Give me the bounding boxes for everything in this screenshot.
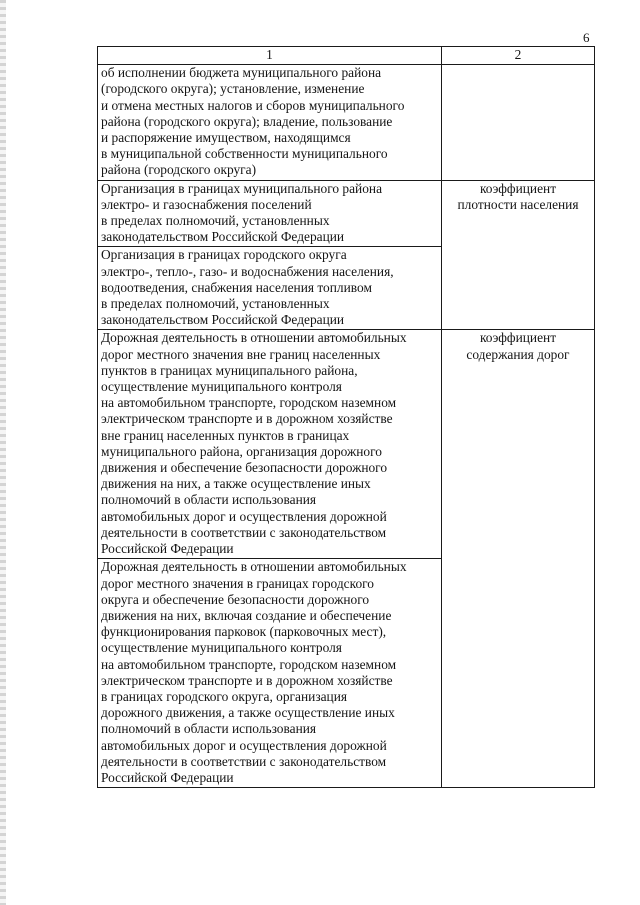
text-line: законодательством Российской Федерации xyxy=(101,229,345,245)
text-line: электро- и газоснабжения поселений xyxy=(101,196,312,212)
text-line: Российской Федерации xyxy=(101,541,234,557)
text-line: об исполнении бюджета муниципального района xyxy=(101,65,382,81)
table-row xyxy=(98,65,595,180)
coefficient-label: плотности населения xyxy=(457,196,579,212)
text-line: в пределах полномочий, установленных xyxy=(101,213,330,229)
text-line: деятельности в соответствии с законодательством xyxy=(101,753,387,769)
text-line: на автомобильном транспорте, городском наземном xyxy=(101,656,397,672)
table-row xyxy=(98,180,595,247)
text-line: водоотведения, снабжения населения топливом xyxy=(101,279,372,295)
text-line: полномочий в области использования xyxy=(101,721,317,737)
text-line: округа и обеспечение безопасности дорожного xyxy=(101,591,370,607)
allocation-table xyxy=(97,46,595,788)
table-header-row xyxy=(98,47,595,65)
coefficient-label: содержания дорог xyxy=(466,346,570,362)
text-line: электро-, тепло-, газо- и водоснабжения населения, xyxy=(101,263,394,279)
text-line: на автомобильном транспорте, городском наземном xyxy=(101,395,397,411)
text-line: и отмена местных налогов и сборов муниципального xyxy=(101,97,405,113)
text-line: и распоряжение имуществом, находящимся xyxy=(101,130,351,146)
table-cell-col1 xyxy=(98,65,442,180)
table-row xyxy=(98,559,595,788)
text-line: осуществление муниципального контроля xyxy=(101,379,342,395)
text-line: автомобильных дорог и осуществления дорожной xyxy=(101,737,387,753)
table-cell-col2 xyxy=(442,330,595,559)
text-line: Российской Федерации xyxy=(101,769,234,785)
text-line: дорог местного значения вне границ населенных xyxy=(101,346,381,362)
text-line: функционирования парковок (парковочных мест), xyxy=(101,624,387,640)
text-line: дорожного движения, а также осуществление иных xyxy=(101,705,395,721)
table-cell-col2 xyxy=(442,180,595,247)
table-cell-col2 xyxy=(442,65,595,180)
text-line: Дорожная деятельность в отношении автомобильных xyxy=(101,330,407,346)
text-line: пунктов в границах муниципального района, xyxy=(101,362,358,378)
text-line: движения на них, включая создание и обеспечение xyxy=(101,607,392,623)
text-line: полномочий в области использования xyxy=(101,492,317,508)
text-line: электрическом транспорте и в дорожном хозяйстве xyxy=(101,411,393,427)
text-line: муниципального района, организация дорожного xyxy=(101,443,382,459)
table-row xyxy=(98,247,595,330)
text-line: вне границ населенных пунктов в границах xyxy=(101,427,350,443)
text-line: деятельности в соответствии с законодательством xyxy=(101,524,387,540)
text-line: района (городского округа); владение, пользование xyxy=(101,113,393,129)
table-cell-col1 xyxy=(98,247,442,330)
coefficient-label: коэффициент xyxy=(479,330,557,346)
table-cell-col2 xyxy=(442,559,595,788)
coefficient-label: коэффициент xyxy=(479,180,557,196)
text-line: в пределах полномочий, установленных xyxy=(101,296,330,312)
text-line: осуществление муниципального контроля xyxy=(101,640,342,656)
table-cell-col2 xyxy=(442,247,595,330)
text-line: электрическом транспорте и в дорожном хозяйстве xyxy=(101,672,393,688)
table-cell-col1 xyxy=(98,559,442,788)
text-line: в муниципальной собственности муниципального xyxy=(101,146,388,162)
column-header-2: 2 xyxy=(442,47,595,65)
column-header-1: 1 xyxy=(98,47,442,65)
text-line: Дорожная деятельность в отношении автомобильных xyxy=(101,559,407,575)
text-line: Организация в границах муниципального района xyxy=(101,180,383,196)
table-cell-col1 xyxy=(98,330,442,559)
text-line: (городского округа); установление, изменение xyxy=(101,81,365,97)
table-cell-col1 xyxy=(98,180,442,247)
page-number: 6 xyxy=(583,30,590,45)
text-line: автомобильных дорог и осуществления дорожной xyxy=(101,508,387,524)
text-line: Организация в границах городского округа xyxy=(101,247,347,263)
text-line: дорог местного значения в границах городского xyxy=(101,575,375,591)
text-line: движения и обеспечение безопасности дорожного xyxy=(101,460,388,476)
text-line: в границах городского округа, организация xyxy=(101,688,348,704)
text-line: движения на них, а также осуществление иных xyxy=(101,476,371,492)
scan-binding-edge xyxy=(0,0,6,905)
text-line: законодательством Российской Федерации xyxy=(101,312,345,328)
text-line: района (городского округа) xyxy=(101,162,257,178)
table-row xyxy=(98,330,595,559)
